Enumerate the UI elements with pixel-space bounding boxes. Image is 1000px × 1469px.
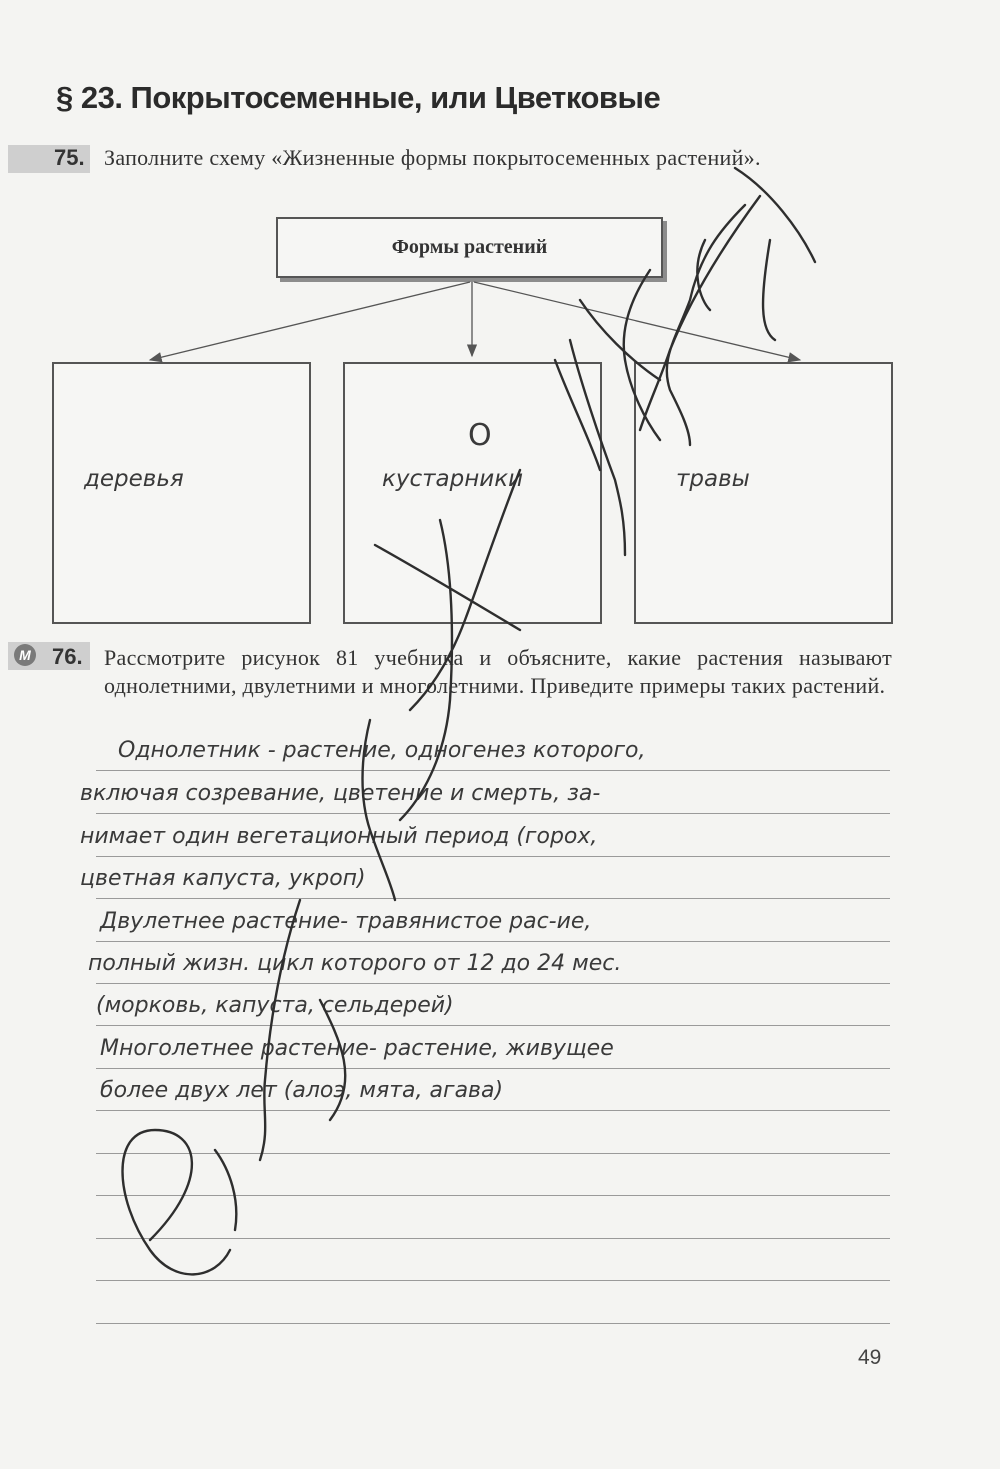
answer-line: нимает один вегетационный период (горох,: [80, 824, 598, 849]
answer-line: Многолетнее растение- растение, живущее: [100, 1036, 614, 1061]
scribble-lower: [260, 900, 345, 1160]
task-75-number: 75.: [54, 145, 85, 170]
answer-shrubs: кустарники: [382, 466, 524, 492]
answer-herbs: травы: [676, 466, 750, 492]
task-76-number: 76.: [52, 644, 83, 669]
answer-line: включая созревание, цветение и смерть, за-: [80, 781, 601, 806]
task-75-text: Заполните схему «Жизненные формы покрытосеменных растений».: [104, 145, 761, 170]
answer-line: цветная капуста, укроп): [80, 866, 366, 891]
scribble-e-letter: [123, 1130, 237, 1274]
handwritten-o-mark: О: [468, 418, 492, 453]
answer-line: Однолетник - растение, одногенез которого,: [118, 738, 646, 763]
scribble-center: [375, 470, 520, 820]
diagram-root-label: Формы растений: [391, 236, 548, 258]
answer-line: (морковь, капуста, сельдерей): [96, 993, 454, 1018]
answer-line: Двулетнее растение- травянистое рас-ие,: [100, 909, 592, 934]
answer-trees: деревья: [84, 466, 184, 492]
scribble-top-right: [624, 168, 815, 445]
scribble-loop: [363, 720, 396, 900]
task-76-text: Рассмотрите рисунок 81 учебника и объясните, какие растения называют однолетними, двулетними и многолетними. Приведите примеры таких растений.: [104, 645, 892, 698]
page-number: 49: [858, 1346, 882, 1369]
section-heading: § 23. Покрытосеменные, или Цветковые: [56, 80, 661, 115]
m-badge-icon: М: [14, 644, 36, 666]
scribble-mid: [555, 300, 660, 555]
answer-line: полный жизн. цикл которого от 12 до 24 мес.: [88, 951, 622, 976]
answer-line: более двух лет (алоэ, мята, агава): [100, 1078, 504, 1103]
